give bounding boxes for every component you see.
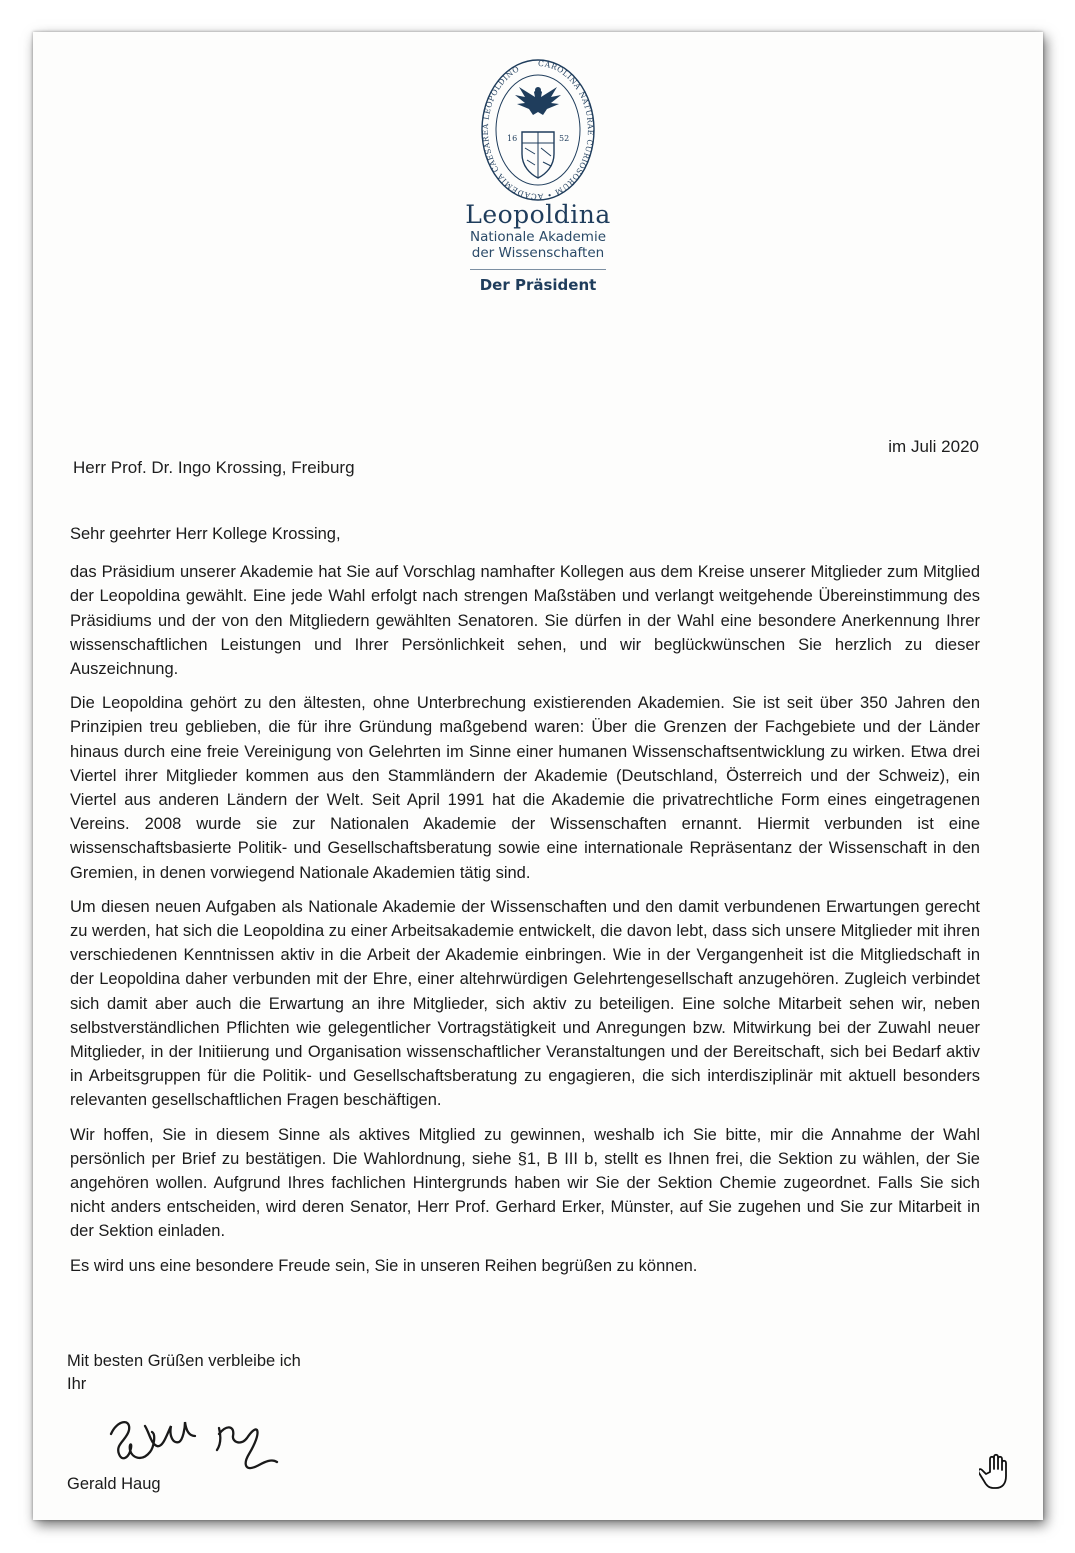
seal-ring-text: CAROLINA NATURAE CURIOSORUM • ACADEMIA CAESAREA LEOPOLDINO <box>480 58 596 202</box>
body-paragraph: Um diesen neuen Aufgaben als Nationale Akademie der Wissenschaften und den damit verbundenen Erwartungen gerecht zu werden, hat sich die Leopoldina zu einer Arbeitsakademie entwickelt, die davon lebt, dass sich unsere Mitglieder mit ihren verschiedenen Kenntnissen aktiv in die Arbeit der Akademie einbringen. Wie in der Vergangenheit ist die Mitgliedschaft in der Leopoldina daher verbunden mit der Ehre, einer altehrwürdigen Gelehrtengesellschaft anzugehören. Zugleich verbindet sich damit aber auch die Erwartung an ihre Mitglieder, sich aktiv zu beteiligen. Eine solche Mitarbeit sehen wir, neben selbstverständlichen Pflichten wie gelegentlicher Vortragstätigkeit und Anregungen bzw. Mitwirkung bei der Zuwahl neuer Mitglieder, in der Initiierung und Organisation wissenschaftlicher Veranstaltungen und der Bereitschaft, sich bei Bedarf aktiv in Arbeitsgruppen für die Politik- und Gesellschaftsberatung zu engagieren, die sich interdisziplinär mit aktuell besonders relevanten gesellschaftlichen Fragen beschäftigen. <box>70 897 980 1110</box>
letterhead <box>33 200 1043 294</box>
body-paragraph: Wir hoffen, Sie in diesem Sinne als aktives Mitglied zu gewinnen, weshalb ich Sie bitte, mir die Annahme der Wahl persönlich per Brief zu bestätigen. Die Wahlordnung, siehe §1, B III b, stellt es Ihnen frei, die Sektion zu wählen, der Sie angehören wollen. Aufgrund Ihres fachlichen Hintergrunds haben wir Sie der Sektion Chemie zugeordnet. Falls Sie sich nicht anders entscheiden, wird deren Senator, Herr Prof. Gerhard Erker, Münster, auf Sie zugehen und Sie zur Mitarbeit in der Sektion einladen. <box>70 1125 980 1241</box>
signer-name: Gerald Haug <box>67 1475 161 1493</box>
closing-line: Ihr <box>67 1375 87 1393</box>
academy-subtitle-1: Nationale Akademie <box>469 229 607 245</box>
academy-name: Leopoldina <box>465 200 611 229</box>
academy-subtitle-2: der Wissenschaften <box>471 245 605 261</box>
seal-year-right: 52 <box>559 134 570 143</box>
salutation: Sehr geehrter Herr Kollege Krossing, <box>70 525 341 543</box>
closing-line: Mit besten Grüßen verbleibe ich <box>67 1352 301 1370</box>
closing <box>67 1350 301 1396</box>
letter-page <box>33 32 1043 1520</box>
hand-cursor-icon[interactable] <box>979 1452 1013 1490</box>
body-paragraph: Es wird uns eine besondere Freude sein, Sie in unseren Reihen begrüßen zu können. <box>70 1256 698 1275</box>
letterhead-divider <box>470 269 606 270</box>
recipient: Herr Prof. Dr. Ingo Krossing, Freiburg <box>73 458 355 477</box>
handwritten-signature <box>101 1404 321 1479</box>
letter-date: im Juli 2020 <box>888 437 979 456</box>
body-paragraph: Die Leopoldina gehört zu den ältesten, ohne Unterbrechung existierenden Akademien. Sie ist seit über 350 Jahren den Prinzipien treu geblieben, die für ihre Gründung maßgebend waren: Über die Grenzen der Fachgebiete und der Länder hinaus durch eine freie Vereinigung von Gelehrten im Sinne einer humanen Wissenschaftsentwicklung zu wirken. Etwa drei Viertel ihrer Mitglieder kommen aus den Stammländern der Akademie (Deutschland, Österreich und der Schweiz), ein Viertel aus anderen Ländern der Welt. Seit April 1991 hat die Akademie die privatrechtliche Form eines eingetragenen Vereins. 2008 wurde sie zur Nationalen Akademie der Wissenschaften ernannt. Hiermit verbunden ist eine wissenschaftsbasierte Politik- und Gesellschaftsberatung sowie eine internationale Repräsentanz der Wissenschaft in den Gremien, in denen vorwiegend Nationale Akademien tätig sind. <box>70 694 980 882</box>
svg-text:CAROLINA NATURAE CURIOSORUM • <box>481 59 595 201</box>
body-paragraph: das Präsidium unserer Akademie hat Sie auf Vorschlag namhafter Kollegen aus dem Kreise unserer Mitglieder zum Mitglied der Leopoldina gewählt. Eine jede Wahl erfolgt nach strengen Maßstäben und verlangt weitgehende Übereinstimmung des Präsidiums und der von den Mitgliedern gewählten Senatoren. Sie dürfen in der Wahl eine besondere Anerkennung Ihrer wissenschaftlichen Leistungen und Ihrer Persönlichkeit sehen, und wir beglückwünschen Sie herzlich zu dieser Auszeichnung. <box>70 563 980 679</box>
letter-body <box>70 522 980 1288</box>
sender-role: Der Präsident <box>479 276 597 294</box>
leopoldina-seal-icon <box>473 44 603 224</box>
seal-year-left: 16 <box>507 134 518 143</box>
